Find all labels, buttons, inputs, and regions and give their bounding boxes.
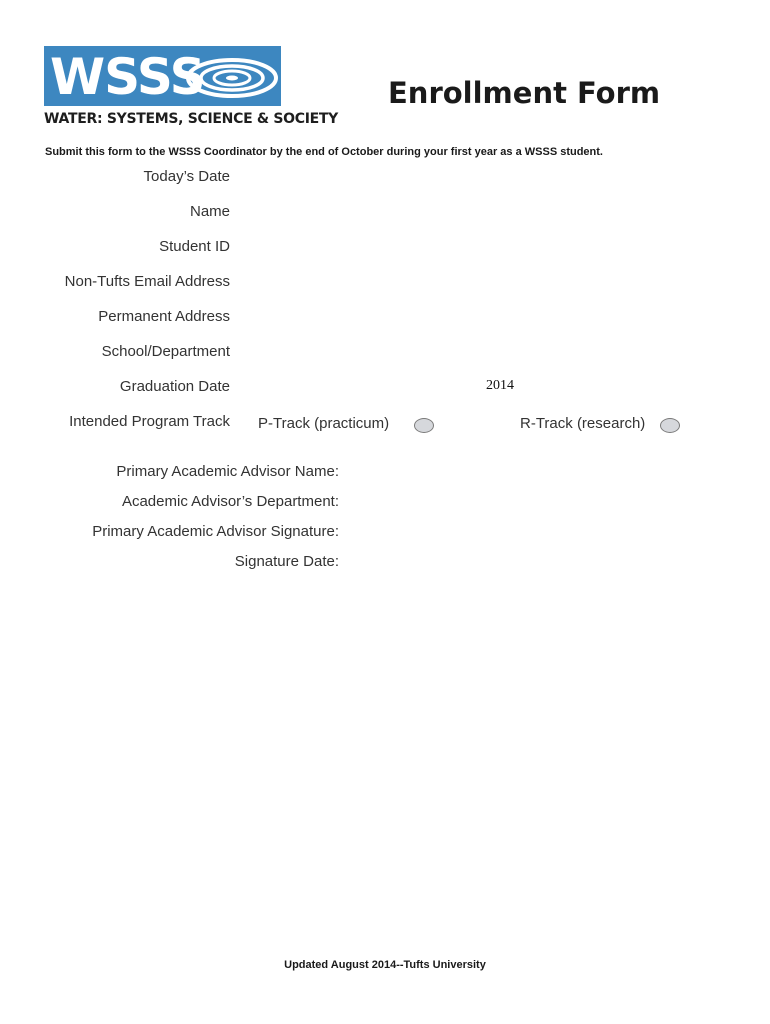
logo-tagline: WATER: SYSTEMS, SCIENCE & SOCIETY [44, 111, 339, 127]
name-label: Name [189, 203, 230, 220]
email-label: Non-Tufts Email Address [64, 273, 230, 290]
wsss-logo [44, 46, 339, 130]
graduation-date-label: Graduation Date [119, 378, 230, 395]
permanent-address-label: Permanent Address [98, 308, 230, 325]
water-ripple-icon [174, 52, 280, 102]
instruction-text: Submit this form to the WSSS Coordinator by the end of October during your first year as a WSSS student. [45, 146, 603, 158]
school-department-label: School/Department [101, 343, 230, 360]
p-track-radio[interactable] [414, 418, 434, 433]
signature-date-label: Signature Date: [234, 553, 339, 570]
footer-text: Updated August 2014--Tufts University [284, 959, 486, 971]
logo-wordmark: WSSS [50, 48, 205, 106]
page-title: Enrollment Form [388, 76, 661, 110]
p-track-label: P-Track (practicum) [258, 415, 390, 432]
todays-date-label: Today’s Date [143, 168, 230, 185]
graduation-date-field[interactable]: 2014 [486, 378, 514, 393]
r-track-radio[interactable] [660, 418, 680, 433]
logo-banner [44, 46, 281, 106]
r-track-label: R-Track (research) [520, 415, 646, 432]
advisor-name-label: Primary Academic Advisor Name: [116, 463, 339, 480]
advisor-signature-label: Primary Academic Advisor Signature: [92, 523, 339, 540]
student-id-label: Student ID [159, 238, 230, 255]
program-track-label: Intended Program Track [69, 413, 230, 430]
advisor-department-label: Academic Advisor’s Department: [121, 493, 339, 510]
